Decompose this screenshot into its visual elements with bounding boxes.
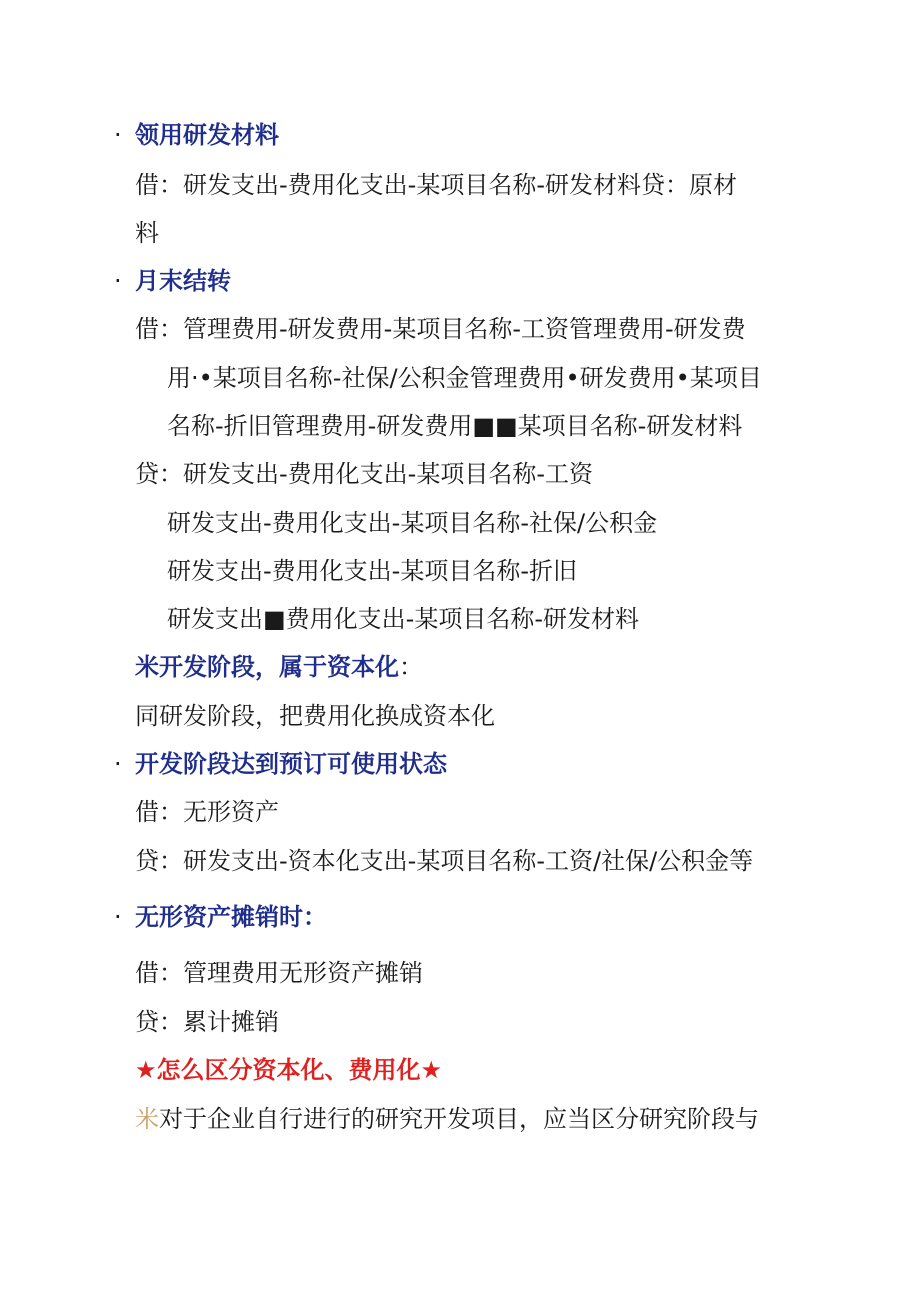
paragraph-line <box>135 1104 759 1134</box>
heading-colon: ： <box>399 653 423 681</box>
note-mark-icon: 米 <box>135 1105 159 1133</box>
heading-ready-for-use: 开发阶段达到预订可使用状态 <box>135 750 447 778</box>
heading-material-use: 领用研发材料 <box>135 121 279 149</box>
heading-text: 米开发阶段，属于资本化 <box>135 653 399 681</box>
entry-line: 名称-折旧管理费用-研发费用■■某项目名称-研发材料 <box>167 412 743 440</box>
entry-line: 贷：研发支出-费用化支出-某项目名称-工资 <box>135 460 593 488</box>
heading-month-end: 月末结转 <box>135 267 231 295</box>
entry-line: 研发支出■费用化支出-某项目名称-研发材料 <box>167 605 639 633</box>
entry-line: 研发支出-费用化支出-某项目名称-社保/公积金 <box>167 509 658 537</box>
heading-amortization: 无形资产摊销时： <box>135 903 327 931</box>
entry-line: 借：管理费用无形资产摊销 <box>135 959 423 987</box>
entry-line: 借：管理费用-研发费用-某项目名称-工资管理费用-研发费 <box>135 315 746 343</box>
entry-line: 研发支出-费用化支出-某项目名称-折旧 <box>167 557 577 585</box>
entry-line: 用·•某项目名称-社保/公积金管理费用•研发费用•某项目 <box>167 364 762 392</box>
entry-line: 贷：研发支出-资本化支出-某项目名称-工资/社保/公积金等 <box>135 847 754 875</box>
bullet-icon: · <box>114 903 122 931</box>
entry-line: 借：研发支出-费用化支出-某项目名称-研发材料贷：原材 <box>135 171 737 199</box>
entry-line: 借：无形资产 <box>135 798 279 826</box>
paragraph-text: 对于企业自行进行的研究开发项目，应当区分研究阶段与 <box>159 1105 759 1133</box>
entry-line: 同研发阶段，把费用化换成资本化 <box>135 702 495 730</box>
heading-distinguish: ★怎么区分资本化、费用化★ <box>135 1056 443 1084</box>
bullet-icon: · <box>114 121 122 149</box>
bullet-icon: · <box>114 750 122 778</box>
entry-line: 贷：累计摊销 <box>135 1008 279 1036</box>
bullet-icon: · <box>114 267 122 295</box>
heading-dev-stage-capitalize <box>135 652 423 682</box>
entry-line: 料 <box>135 219 159 247</box>
